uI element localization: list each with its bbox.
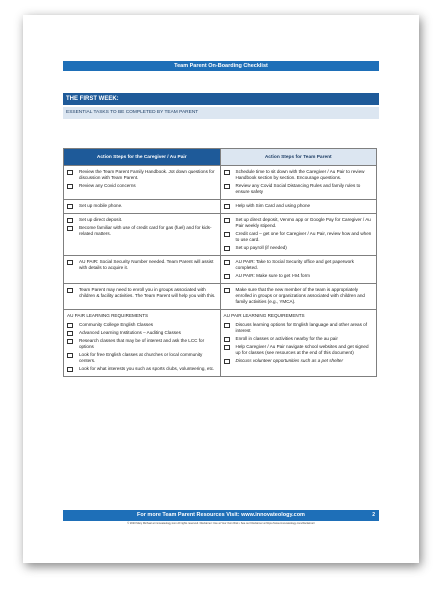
checkbox-icon[interactable] bbox=[224, 170, 230, 175]
checkbox-icon[interactable] bbox=[67, 353, 73, 358]
caregiver-cell bbox=[64, 214, 221, 256]
checkbox-icon[interactable] bbox=[67, 218, 73, 223]
checklist-item: Community College English Classes bbox=[79, 322, 154, 327]
team-parent-requirements-cell bbox=[220, 310, 377, 377]
checklist-item: Discuss volunteer opportunities such as a pet shelter bbox=[235, 358, 344, 363]
checkbox-icon[interactable] bbox=[67, 288, 73, 293]
checklist-item: Become familiar with use of credit card for gas (fuel) and for kids-related matters. bbox=[79, 225, 212, 236]
caregiver-cell bbox=[64, 200, 221, 214]
checkbox-icon[interactable] bbox=[67, 323, 73, 328]
checkbox-icon[interactable] bbox=[67, 367, 73, 372]
checkbox-icon[interactable] bbox=[67, 226, 73, 231]
checklist-item: Make sure that the new member of the team is appropriately enrolled in groups or organizations associated with children and family activities (e.g., YMCA). bbox=[235, 287, 365, 304]
checkbox-icon[interactable] bbox=[224, 359, 230, 364]
footer-bar bbox=[63, 510, 379, 521]
checkbox-icon[interactable] bbox=[224, 274, 230, 279]
table-row bbox=[64, 310, 377, 377]
subsection-heading: ESSENTIAL TASKS TO BE COMPLETED BY TEAM PARENT bbox=[63, 107, 379, 119]
table-row bbox=[64, 284, 377, 310]
column-header-team-parent: Action Steps for Team Parent bbox=[220, 149, 377, 166]
checklist-item: AU PAIR: Make sure to get I-94 form bbox=[235, 273, 310, 278]
checklist-item: Review the Team Parent Family Handbook. Jot down questions for discussion with Team Parent. bbox=[79, 169, 215, 180]
checkbox-icon[interactable] bbox=[67, 184, 73, 189]
table-row bbox=[64, 200, 377, 214]
footer-link[interactable]: For more Team Parent Resources Visit: www.innovateology.com bbox=[137, 512, 305, 518]
table-row bbox=[64, 214, 377, 256]
team-parent-cell bbox=[220, 200, 377, 214]
copyright-notice: © 2020 Mary Michael at innovateology.com All rights reserved. Disclaimer: Use at Your Own Risk • See our Disclaimer at https://www.innovateology.com/disclaimer/ bbox=[127, 522, 315, 525]
checklist-item: AU PAIR: Social Security Number needed. Team Parent will assist with details to acquire it. bbox=[79, 259, 214, 270]
checklist-item: Set up mobile phone. bbox=[79, 203, 123, 208]
caregiver-cell bbox=[64, 284, 221, 310]
checkbox-icon[interactable] bbox=[67, 260, 73, 265]
checklist-item: Help Caregiver / Au Pair navigate school websites and get signed up for classes (see resources at the end of this document) bbox=[235, 344, 369, 355]
checklist-item: AU PAIR: Take to Social Security office and get paperwork completed. bbox=[235, 259, 354, 270]
checklist-item: Team Parent may need to enroll you in groups associated with children & facility activities. The Team Parent will help you with this. bbox=[79, 287, 216, 298]
checkbox-icon[interactable] bbox=[224, 288, 230, 293]
checkbox-icon[interactable] bbox=[224, 184, 230, 189]
checkbox-icon[interactable] bbox=[67, 339, 73, 344]
checklist-item: Credit card – get one for Caregiver / Au Pair, review how and when to use card. bbox=[235, 231, 372, 242]
checklist-item: Review any Covid concerns bbox=[79, 183, 136, 188]
checklist-item: Set up payroll (if needed) bbox=[235, 245, 287, 250]
checklist-item: Discuss learning options for English language and other areas of interest bbox=[235, 322, 368, 333]
checkbox-icon[interactable] bbox=[224, 246, 230, 251]
column-header-caregiver: Action Steps for the Caregiver / Au Pair bbox=[64, 149, 221, 166]
requirements-heading: AU PAIR LEARNING REQUIREMENTS bbox=[67, 313, 149, 318]
page-number: 2 bbox=[372, 512, 375, 518]
checklist-item: Advanced Learning Institutions – Auditing Classes bbox=[79, 330, 181, 335]
checklist-item: Schedule time to sit down with the Caregiver / Au Pair to review Handbook section by section. Encourage questions. bbox=[235, 169, 365, 180]
caregiver-requirements-cell bbox=[64, 310, 221, 377]
table-row bbox=[64, 166, 377, 200]
checklist-table bbox=[63, 148, 377, 377]
team-parent-cell bbox=[220, 284, 377, 310]
checklist-item: Look for what interests you such as sports clubs, volunteering, etc. bbox=[79, 366, 215, 371]
checkbox-icon[interactable] bbox=[224, 345, 230, 350]
table-row bbox=[64, 256, 377, 284]
checkbox-icon[interactable] bbox=[224, 260, 230, 265]
checkbox-icon[interactable] bbox=[224, 337, 230, 342]
requirements-heading: AU PAIR LEARNING REQUIREMENTS bbox=[223, 313, 305, 318]
checklist-item: Look for free English classes at churches or local community centers. bbox=[79, 352, 203, 363]
checkbox-icon[interactable] bbox=[224, 204, 230, 209]
checkbox-icon[interactable] bbox=[67, 170, 73, 175]
checklist-item: Set up direct deposit. bbox=[79, 217, 123, 222]
caregiver-cell bbox=[64, 166, 221, 200]
checklist-item: Enroll in classes or activities nearby for the au pair bbox=[235, 336, 338, 341]
team-parent-cell bbox=[220, 214, 377, 256]
checklist-item: Help with Sim Card and using phone bbox=[235, 203, 311, 208]
checkbox-icon[interactable] bbox=[224, 218, 230, 223]
checkbox-icon[interactable] bbox=[224, 232, 230, 237]
checklist-item: Research classes that may be of interest and ask the LCC for options bbox=[79, 338, 205, 349]
team-parent-cell bbox=[220, 166, 377, 200]
document-title: Team Parent On-Boarding Checklist bbox=[63, 61, 379, 71]
checkbox-icon[interactable] bbox=[67, 204, 73, 209]
caregiver-cell bbox=[64, 256, 221, 284]
section-heading: THE FIRST WEEK: bbox=[63, 93, 379, 105]
team-parent-cell bbox=[220, 256, 377, 284]
checklist-item: Set up direct deposit, Venmo app or Google Pay for Caregiver / Au Pair weekly stipend. bbox=[235, 217, 371, 228]
checkbox-icon[interactable] bbox=[224, 323, 230, 328]
checkbox-icon[interactable] bbox=[67, 331, 73, 336]
checklist-item: Review any Covid Social Distancing Rules and family rules to ensure safety bbox=[235, 183, 361, 194]
